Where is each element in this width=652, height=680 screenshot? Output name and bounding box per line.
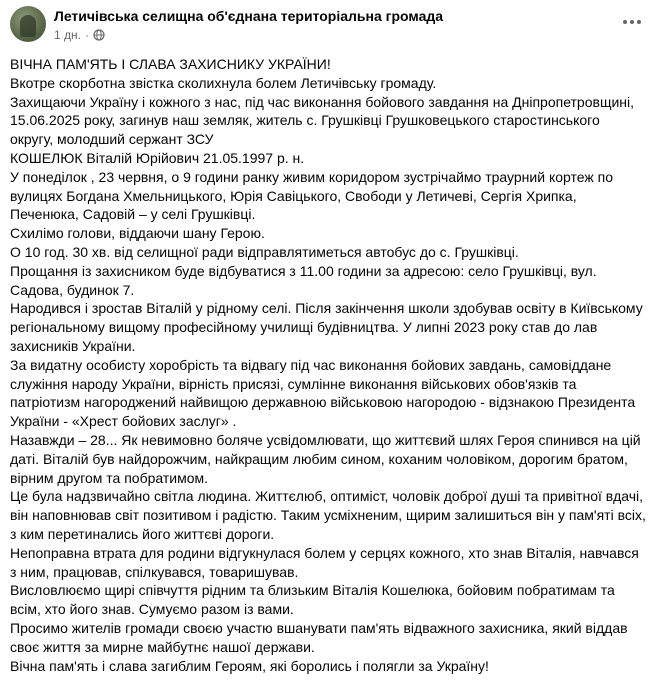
post-paragraph: Схилімо голови, віддаючи шану Герою. (10, 225, 265, 242)
post-paragraph: Прощання із захисником буде відбуватися з 11.00 години за адресою: село Грушківці, вул. Садова, будинок 7. (10, 262, 597, 298)
post-paragraph: Непоправна втрата для родини відгукнулася болем у серцях кожного, хто знав Віталія, навчався з ним, працював, спілкувався, товаришував. (10, 544, 639, 580)
globe-icon[interactable] (93, 29, 105, 41)
post-paragraph: ВІЧНА ПАМ'ЯТЬ І СЛАВА ЗАХИСНИКУ УКРАЇНИ! (10, 56, 331, 72)
post-paragraph: Вкотре скорботна звістка сколихнула болем Летичівську громаду. (10, 74, 437, 91)
avatar[interactable] (10, 6, 46, 42)
more-options-icon[interactable] (620, 10, 644, 34)
post-paragraph: Просимо жителів громади своєю участю вшанувати пам'ять відважного захисника, який віддав своє життя за мирне майбутнє нашої держави. (10, 619, 628, 655)
post-paragraph: Захищаючи Україну і кожного з нас, під час виконання бойового завдання на Дніпропетровщині, 15.06.2025 року, загинув наш земляк, житель с. Грушківці Грушковецького старостинського округу, молодший сержант ЗСУ (10, 93, 635, 148)
meta-separator: · (84, 28, 89, 42)
post-paragraph: Висловлюємо щирі співчуття рідним та близьким Віталія Кошелюка, бойовим побратимам та всім, хто його знав. Сумуємо разом із вами. (10, 582, 615, 618)
post-paragraph: Вічна пам'ять і слава загиблим Героям, які боролись і полягли за Україну! (10, 657, 489, 674)
post-paragraph: О 10 год. 30 хв. від селищної ради відправлятиметься автобус до с. Грушківці. (10, 243, 519, 260)
post-body (10, 55, 646, 675)
avatar-image (20, 15, 36, 37)
post-paragraph: Це була надзвичайно світла людина. Життєлюб, оптиміст, чоловік доброї душі та привітної вдачі, він наповнював світ позитивом і радістю. Таким усміхненим, щирим залишиться він у пам'яті всіх, з ким перетинались його життєві дороги. (10, 488, 646, 542)
post-paragraph: КОШЕЛЮК Віталій Юрійович 21.05.1997 р. н. (10, 149, 305, 166)
post-paragraph: За видатну особисту хоробрість та відвагу під час виконання бойових завдань, самовіддане служіння народу України, вірність присязі, сумлінне виконання військових обов'язків та патріотизм нагороджений найвищою державною військовою нагородою - відзнакою Президента України - «Хрест бойових заслуг» . (10, 356, 636, 430)
post-timestamp[interactable]: 1 дн. (54, 28, 81, 42)
post-paragraph: Народився і зростав Віталій у рідному селі. Після закінчення школи здобував освіту в Київському регіональному вищому професійному училищі будівництва. У липні 2023 року став до лав захисників України. (10, 300, 643, 354)
post-paragraph: Назавжди – 28... Як невимовно боляче усвідомлювати, що життєвий шлях Героя спинився на цій даті. Віталій був найдорожчим, найкращим любим сином, коханим чоловіком, дорогим братом, вірним другом та побратимом. (10, 431, 641, 486)
page-name-link[interactable]: Летичівська селищна об'єднана територіальна громада (54, 8, 444, 24)
post-header (0, 0, 652, 48)
post-paragraph: У понеділок , 23 червня, о 9 години ранку живим коридором зустрічаймо траурний кортеж по вулицях Богдана Хмельницького, Юрія Савіцького, Свободи у Летичеві, Сергія Хрипка, Печенюка, Садовій – у селі Грушківці. (10, 168, 613, 223)
post-meta (54, 28, 105, 42)
